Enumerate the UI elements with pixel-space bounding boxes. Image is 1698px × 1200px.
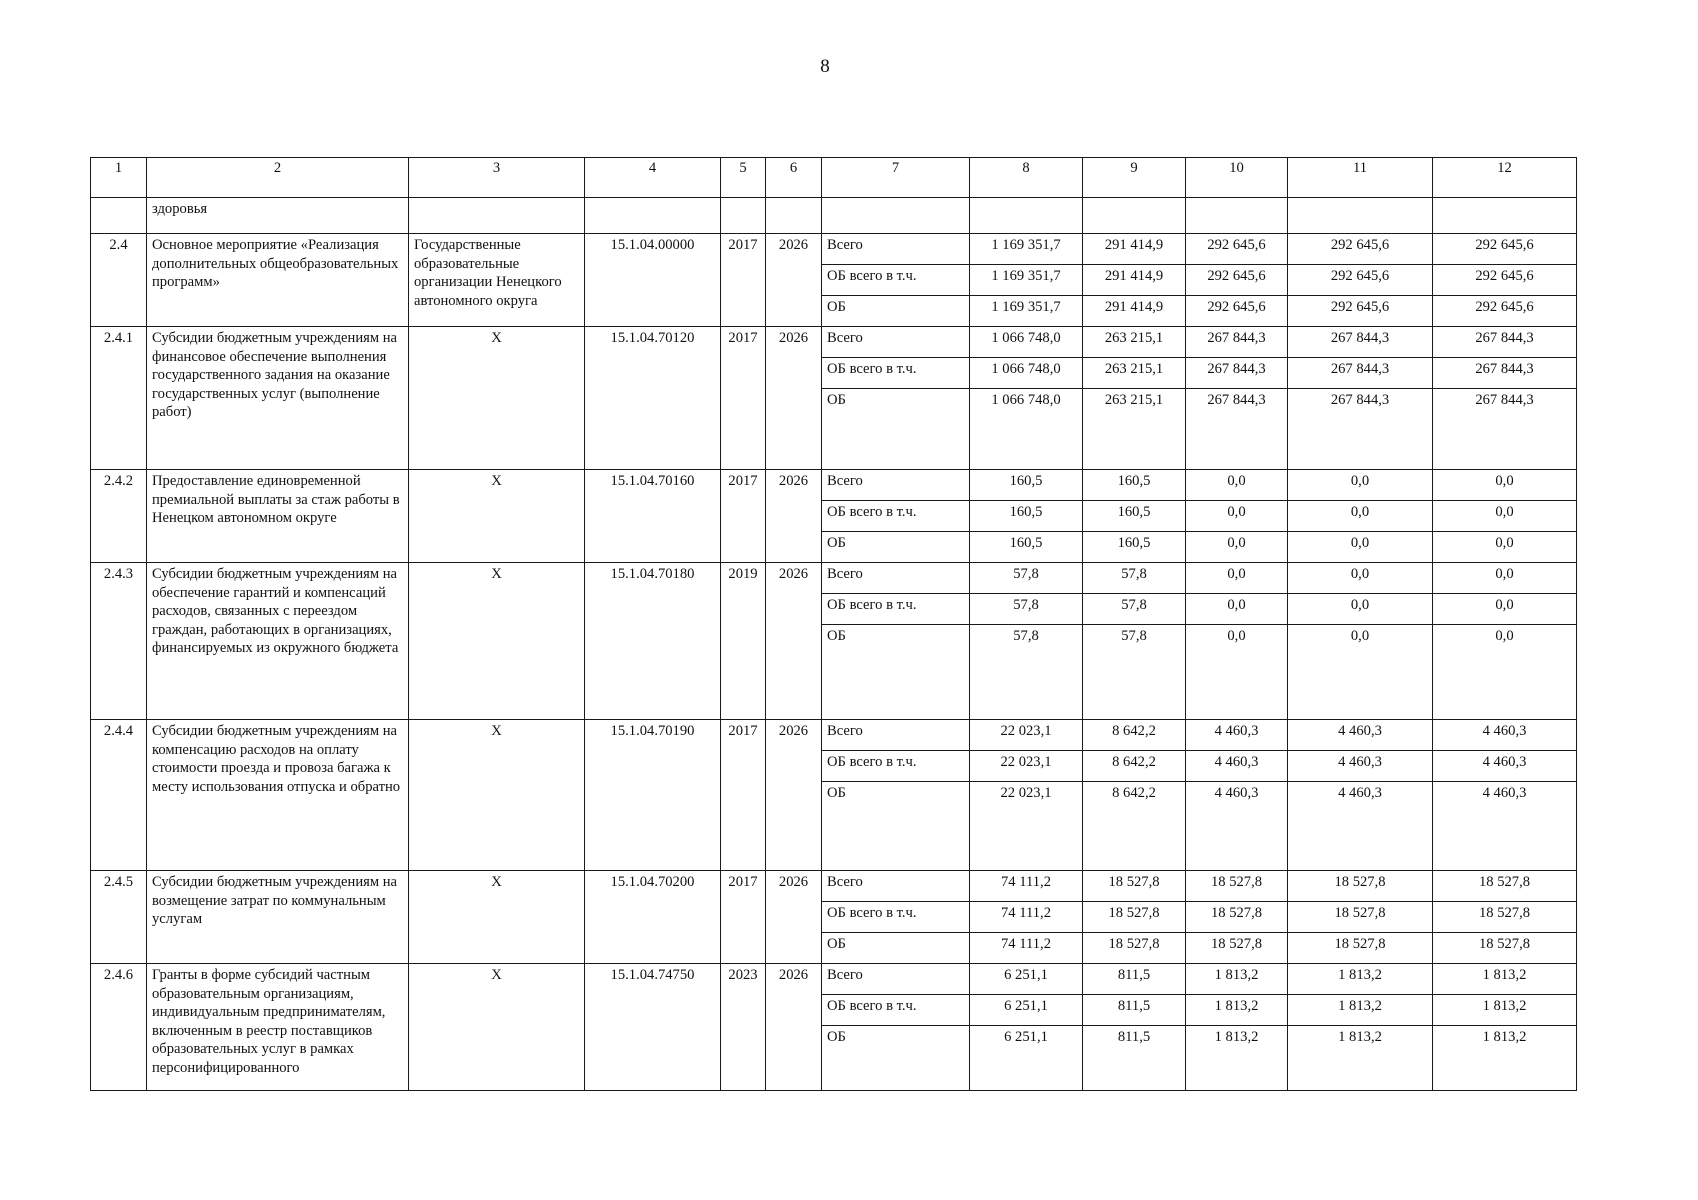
funding-source: ОБ всего в т.ч. xyxy=(822,995,970,1026)
amount-cell: 1 813,2 xyxy=(1288,1026,1433,1091)
item-executor: X xyxy=(409,871,585,964)
funding-source: ОБ xyxy=(822,1026,970,1091)
amount-cell: 0,0 xyxy=(1186,470,1288,501)
amount-cell: 74 111,2 xyxy=(970,933,1083,964)
amount-cell: 291 414,9 xyxy=(1083,296,1186,327)
amount-cell: 0,0 xyxy=(1433,594,1577,625)
funding-source: ОБ xyxy=(822,296,970,327)
amount-cell: 292 645,6 xyxy=(1433,265,1577,296)
item-executor: X xyxy=(409,720,585,871)
amount-cell: 22 023,1 xyxy=(970,782,1083,871)
amount-cell: 1 169 351,7 xyxy=(970,265,1083,296)
item-executor: X xyxy=(409,964,585,1091)
item-end-year: 2026 xyxy=(766,720,822,871)
funding-source: ОБ xyxy=(822,389,970,470)
amount-cell: 263 215,1 xyxy=(1083,327,1186,358)
amount-cell: 811,5 xyxy=(1083,995,1186,1026)
amount-cell: 1 813,2 xyxy=(1186,964,1288,995)
item-number: 2.4.5 xyxy=(91,871,147,964)
funding-source: ОБ всего в т.ч. xyxy=(822,902,970,933)
item-number: 2.4.2 xyxy=(91,470,147,563)
table-row xyxy=(91,964,1577,995)
amount-cell: 1 066 748,0 xyxy=(970,327,1083,358)
item-code: 15.1.04.70160 xyxy=(585,470,721,563)
amount-cell: 1 813,2 xyxy=(1433,1026,1577,1091)
amount-cell: 160,5 xyxy=(970,470,1083,501)
amount-cell: 0,0 xyxy=(1288,470,1433,501)
column-header: 3 xyxy=(409,158,585,198)
item-start-year: 2019 xyxy=(721,563,766,720)
item-number: 2.4.1 xyxy=(91,327,147,470)
amount-cell: 1 813,2 xyxy=(1288,964,1433,995)
column-header: 12 xyxy=(1433,158,1577,198)
amount-cell: 0,0 xyxy=(1433,625,1577,720)
funding-source: Всего xyxy=(822,720,970,751)
item-code: 15.1.04.74750 xyxy=(585,964,721,1091)
amount-cell: 263 215,1 xyxy=(1083,389,1186,470)
funding-source: Всего xyxy=(822,327,970,358)
funding-source: ОБ xyxy=(822,625,970,720)
item-executor: Государственные образовательные организации Ненецкого автономного округа xyxy=(409,234,585,327)
item-start-year: 2017 xyxy=(721,720,766,871)
amount-cell: 6 251,1 xyxy=(970,1026,1083,1091)
amount-cell: 4 460,3 xyxy=(1186,751,1288,782)
amount-cell: 263 215,1 xyxy=(1083,358,1186,389)
item-code: 15.1.04.00000 xyxy=(585,234,721,327)
item-executor: X xyxy=(409,470,585,563)
amount-cell: 160,5 xyxy=(970,501,1083,532)
amount-cell: 18 527,8 xyxy=(1083,902,1186,933)
amount-cell: 267 844,3 xyxy=(1186,358,1288,389)
amount-cell: 18 527,8 xyxy=(1433,902,1577,933)
amount-cell: 1 813,2 xyxy=(1186,1026,1288,1091)
amount-cell: 4 460,3 xyxy=(1433,782,1577,871)
item-number: 2.4.3 xyxy=(91,563,147,720)
amount-cell: 22 023,1 xyxy=(970,751,1083,782)
amount-cell: 8 642,2 xyxy=(1083,751,1186,782)
item-name: Субсидии бюджетным учреждениям на обеспечение гарантий и компенсаций расходов, связанных с переездом граждан, работающих в организациях, финансируемых из окружного бюджета xyxy=(147,563,409,720)
amount-cell: 267 844,3 xyxy=(1288,327,1433,358)
table-row xyxy=(91,234,1577,265)
item-start-year: 2017 xyxy=(721,327,766,470)
amount-cell: 1 813,2 xyxy=(1186,995,1288,1026)
amount-cell: 1 066 748,0 xyxy=(970,389,1083,470)
column-header: 5 xyxy=(721,158,766,198)
amount-cell: 811,5 xyxy=(1083,964,1186,995)
amount-cell: 267 844,3 xyxy=(1433,389,1577,470)
amount-cell: 18 527,8 xyxy=(1288,871,1433,902)
amount-cell: 18 527,8 xyxy=(1288,902,1433,933)
table-row xyxy=(91,871,1577,902)
item-start-year: 2017 xyxy=(721,234,766,327)
funding-source: Всего xyxy=(822,470,970,501)
amount-cell: 267 844,3 xyxy=(1433,327,1577,358)
amount-cell: 267 844,3 xyxy=(1186,327,1288,358)
amount-cell: 0,0 xyxy=(1288,563,1433,594)
amount-cell: 1 813,2 xyxy=(1433,995,1577,1026)
table-row xyxy=(91,470,1577,501)
column-header: 10 xyxy=(1186,158,1288,198)
item-name: Основное мероприятие «Реализация дополнительных общеобразовательных программ» xyxy=(147,234,409,327)
amount-cell: 0,0 xyxy=(1186,501,1288,532)
amount-cell: 18 527,8 xyxy=(1186,902,1288,933)
funding-source: ОБ всего в т.ч. xyxy=(822,751,970,782)
amount-cell: 292 645,6 xyxy=(1433,234,1577,265)
amount-cell: 0,0 xyxy=(1186,563,1288,594)
amount-cell: 1 169 351,7 xyxy=(970,234,1083,265)
amount-cell: 22 023,1 xyxy=(970,720,1083,751)
amount-cell: 57,8 xyxy=(970,563,1083,594)
carry-over-row xyxy=(91,198,1577,234)
amount-cell: 8 642,2 xyxy=(1083,720,1186,751)
amount-cell: 57,8 xyxy=(1083,625,1186,720)
column-header: 8 xyxy=(970,158,1083,198)
amount-cell: 4 460,3 xyxy=(1288,720,1433,751)
amount-cell: 57,8 xyxy=(970,594,1083,625)
amount-cell: 0,0 xyxy=(1433,501,1577,532)
amount-cell: 57,8 xyxy=(1083,594,1186,625)
amount-cell: 0,0 xyxy=(1288,594,1433,625)
amount-cell: 18 527,8 xyxy=(1186,871,1288,902)
amount-cell: 292 645,6 xyxy=(1186,234,1288,265)
amount-cell: 4 460,3 xyxy=(1433,751,1577,782)
item-name: Предоставление единовременной премиальной выплаты за стаж работы в Ненецком автономном округе xyxy=(147,470,409,563)
amount-cell: 4 460,3 xyxy=(1186,782,1288,871)
amount-cell: 57,8 xyxy=(970,625,1083,720)
amount-cell: 267 844,3 xyxy=(1288,358,1433,389)
amount-cell: 1 169 351,7 xyxy=(970,296,1083,327)
table-row xyxy=(91,720,1577,751)
amount-cell: 74 111,2 xyxy=(970,902,1083,933)
column-header: 4 xyxy=(585,158,721,198)
item-start-year: 2017 xyxy=(721,871,766,964)
amount-cell: 292 645,6 xyxy=(1433,296,1577,327)
amount-cell: 160,5 xyxy=(1083,470,1186,501)
amount-cell: 4 460,3 xyxy=(1186,720,1288,751)
item-start-year: 2017 xyxy=(721,470,766,563)
funding-source: ОБ всего в т.ч. xyxy=(822,501,970,532)
item-number: 2.4.4 xyxy=(91,720,147,871)
item-code: 15.1.04.70200 xyxy=(585,871,721,964)
item-number: 2.4.6 xyxy=(91,964,147,1091)
amount-cell: 291 414,9 xyxy=(1083,234,1186,265)
amount-cell: 1 813,2 xyxy=(1433,964,1577,995)
funding-source: ОБ xyxy=(822,782,970,871)
column-header: 11 xyxy=(1288,158,1433,198)
amount-cell: 0,0 xyxy=(1186,594,1288,625)
amount-cell: 4 460,3 xyxy=(1288,782,1433,871)
column-number-row xyxy=(91,158,1577,198)
item-end-year: 2026 xyxy=(766,871,822,964)
amount-cell: 291 414,9 xyxy=(1083,265,1186,296)
amount-cell: 160,5 xyxy=(1083,501,1186,532)
page-number: 8 xyxy=(820,56,830,77)
item-executor: X xyxy=(409,327,585,470)
amount-cell: 18 527,8 xyxy=(1083,933,1186,964)
amount-cell: 811,5 xyxy=(1083,1026,1186,1091)
funding-source: ОБ всего в т.ч. xyxy=(822,358,970,389)
amount-cell: 160,5 xyxy=(1083,532,1186,563)
column-header: 9 xyxy=(1083,158,1186,198)
item-executor: X xyxy=(409,563,585,720)
funding-source: Всего xyxy=(822,964,970,995)
amount-cell: 292 645,6 xyxy=(1288,234,1433,265)
amount-cell: 8 642,2 xyxy=(1083,782,1186,871)
table-row xyxy=(91,563,1577,594)
item-code: 15.1.04.70120 xyxy=(585,327,721,470)
amount-cell: 0,0 xyxy=(1288,625,1433,720)
column-header: 2 xyxy=(147,158,409,198)
item-code: 15.1.04.70180 xyxy=(585,563,721,720)
item-end-year: 2026 xyxy=(766,470,822,563)
amount-cell: 4 460,3 xyxy=(1288,751,1433,782)
amount-cell: 0,0 xyxy=(1433,563,1577,594)
item-start-year: 2023 xyxy=(721,964,766,1091)
amount-cell: 292 645,6 xyxy=(1186,265,1288,296)
item-end-year: 2026 xyxy=(766,563,822,720)
amount-cell: 0,0 xyxy=(1288,532,1433,563)
amount-cell: 4 460,3 xyxy=(1433,720,1577,751)
amount-cell: 267 844,3 xyxy=(1186,389,1288,470)
column-header: 7 xyxy=(822,158,970,198)
column-header: 6 xyxy=(766,158,822,198)
amount-cell: 292 645,6 xyxy=(1288,296,1433,327)
item-name: Гранты в форме субсидий частным образовательным организациям, индивидуальным предпринимателям, включенным в реестр поставщиков образовательных услуг в рамках персонифицированного xyxy=(147,964,409,1091)
amount-cell: 74 111,2 xyxy=(970,871,1083,902)
funding-source: Всего xyxy=(822,871,970,902)
amount-cell: 57,8 xyxy=(1083,563,1186,594)
amount-cell: 292 645,6 xyxy=(1288,265,1433,296)
amount-cell: 6 251,1 xyxy=(970,964,1083,995)
item-end-year: 2026 xyxy=(766,327,822,470)
amount-cell: 0,0 xyxy=(1433,532,1577,563)
funding-source: Всего xyxy=(822,563,970,594)
amount-cell: 1 813,2 xyxy=(1288,995,1433,1026)
item-name: Субсидии бюджетным учреждениям на финансовое обеспечение выполнения государственного задания на оказание государственных услуг (выполнение работ) xyxy=(147,327,409,470)
amount-cell: 18 527,8 xyxy=(1288,933,1433,964)
funding-source: ОБ xyxy=(822,933,970,964)
item-end-year: 2026 xyxy=(766,234,822,327)
item-name: Субсидии бюджетным учреждениям на компенсацию расходов на оплату стоимости проезда и провоза багажа к месту использования отпуска и обратно xyxy=(147,720,409,871)
amount-cell: 0,0 xyxy=(1288,501,1433,532)
amount-cell: 267 844,3 xyxy=(1433,358,1577,389)
budget-table xyxy=(90,157,1577,1091)
funding-source: Всего xyxy=(822,234,970,265)
item-code: 15.1.04.70190 xyxy=(585,720,721,871)
table-row xyxy=(91,327,1577,358)
funding-source: ОБ всего в т.ч. xyxy=(822,594,970,625)
amount-cell: 18 527,8 xyxy=(1186,933,1288,964)
amount-cell: 160,5 xyxy=(970,532,1083,563)
amount-cell: 292 645,6 xyxy=(1186,296,1288,327)
amount-cell: 0,0 xyxy=(1186,532,1288,563)
amount-cell: 0,0 xyxy=(1433,470,1577,501)
column-header: 1 xyxy=(91,158,147,198)
amount-cell: 18 527,8 xyxy=(1433,871,1577,902)
funding-source: ОБ xyxy=(822,532,970,563)
item-number: 2.4 xyxy=(91,234,147,327)
item-name: Субсидии бюджетным учреждениям на возмещение затрат по коммунальным услугам xyxy=(147,871,409,964)
item-end-year: 2026 xyxy=(766,964,822,1091)
amount-cell: 18 527,8 xyxy=(1433,933,1577,964)
amount-cell: 18 527,8 xyxy=(1083,871,1186,902)
carry-over-text: здоровья xyxy=(147,198,409,234)
amount-cell: 267 844,3 xyxy=(1288,389,1433,470)
amount-cell: 1 066 748,0 xyxy=(970,358,1083,389)
amount-cell: 6 251,1 xyxy=(970,995,1083,1026)
amount-cell: 0,0 xyxy=(1186,625,1288,720)
funding-source: ОБ всего в т.ч. xyxy=(822,265,970,296)
